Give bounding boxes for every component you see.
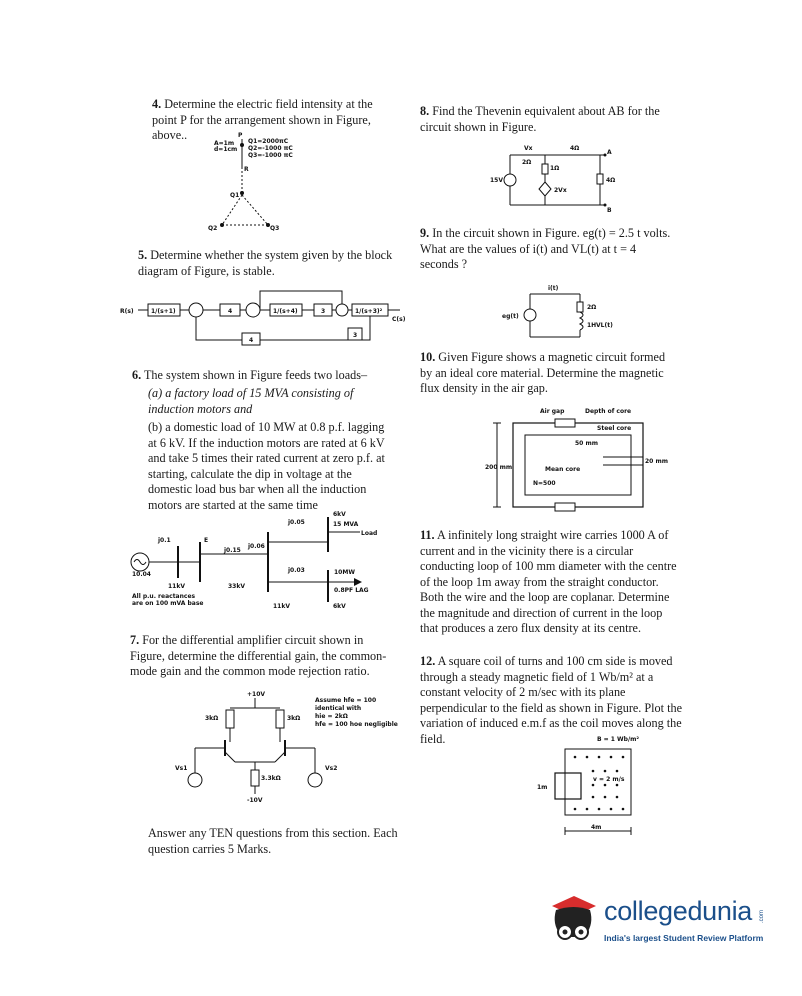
- label-q1-value: Q1=2000πC: [248, 138, 289, 145]
- label-distance-d: d=1cm: [214, 146, 238, 153]
- label-n500: N=500: [533, 480, 556, 487]
- block-2: 4: [228, 308, 233, 315]
- note-3: hie = 2kΩ: [315, 713, 348, 720]
- label-4ohm-series: 4Ω: [570, 145, 580, 152]
- question-9: [420, 226, 675, 273]
- label-q2-value: Q2=-1000 πC: [248, 145, 293, 152]
- label-distance-a: A=1m: [214, 140, 235, 147]
- label-15v: 15V: [490, 177, 503, 184]
- label-mean-core: Mean core: [545, 466, 581, 473]
- question-text: Given Figure shows a magnetic circuit formed by an ideal core material. Determine the magnetic flux density in the air gap.: [420, 350, 666, 395]
- label-33kv: 33kV: [228, 583, 245, 590]
- label-steel-core: Steel core: [597, 425, 632, 432]
- label-20mm: 20 mm: [645, 458, 668, 465]
- label-note-2: are on 100 mVA base: [132, 600, 204, 607]
- label-rc2: 3kΩ: [287, 715, 301, 722]
- logo-mascot-icon: [544, 892, 600, 953]
- label-vs1: Vs1: [175, 765, 188, 772]
- label-input: R(s): [120, 308, 134, 315]
- figure-q12-moving-coil: [535, 735, 655, 840]
- question-number: 9.: [420, 226, 430, 240]
- question-number: 4.: [152, 97, 162, 111]
- label-coil-side: 1m: [537, 784, 548, 791]
- label-1h: 1H: [587, 322, 597, 329]
- label-2ohm: 2Ω: [587, 304, 597, 311]
- label-11kv: 11kV: [168, 583, 185, 590]
- label-vx: Vx: [524, 145, 533, 152]
- question-number: 11.: [420, 528, 435, 542]
- label-p: P: [238, 132, 243, 139]
- question-text: Find the Thevenin equivalent about AB for the circuit shown in Figure.: [420, 104, 660, 134]
- note-4: hfe = 100 hoe negligible: [315, 721, 398, 728]
- label-j006: j0.06: [248, 543, 265, 550]
- label-eg: eg(t): [502, 313, 519, 320]
- label-vl: VL(t): [596, 322, 613, 329]
- label-2ohm: 2Ω: [522, 159, 532, 166]
- question-text: A infinitely long straight wire carries 1000 A of current and in the vicinity there is a circular conducting loop of 100 mm diameter with the centre of the loop 1m away from the straight conductor. Both the wire and the loop are coplanar. Determine the magnitude and direction of current in the loop that produces a zero flux density at its centre.: [420, 528, 677, 635]
- label-b: B: [607, 207, 612, 214]
- label-j005: j0.05: [288, 519, 305, 526]
- label-50mm: 50 mm: [575, 440, 598, 447]
- label-j003: j0.03: [288, 567, 305, 574]
- label-a: A: [607, 149, 612, 156]
- question-5: [138, 248, 393, 279]
- figure-q9-rl-circuit: [500, 282, 620, 347]
- question-8: [420, 104, 668, 135]
- figure-q5-block-diagram: [120, 285, 405, 360]
- section-instruction: Answer any TEN questions from this section. Each question carries 5 Marks.: [148, 826, 398, 856]
- block-6: 4: [249, 337, 254, 344]
- figure-q7-diff-amp: [175, 690, 398, 810]
- label-air-gap: Air gap: [540, 408, 565, 415]
- figure-q4-charges: [200, 132, 320, 245]
- question-10: [420, 350, 675, 397]
- question-7: [130, 633, 398, 680]
- label-q3: Q3: [270, 225, 280, 232]
- note-2: identical with: [315, 705, 362, 712]
- label-vcc: +10V: [247, 691, 266, 698]
- label-pf: 0.8PF LAG: [334, 587, 369, 594]
- label-depth: Depth of core: [585, 408, 632, 415]
- question-text: The system shown in Figure feeds two loads–: [143, 368, 368, 382]
- label-1ohm: 1Ω: [550, 165, 560, 172]
- logo-wordmark: collegedunia: [604, 896, 753, 926]
- collegedunia-logo[interactable]: [540, 892, 780, 952]
- label-output: C(s): [392, 316, 406, 323]
- question-6-part-a: (a) a factory load of 15 MVA consisting of induction motors and: [148, 386, 354, 416]
- logo-tagline: India's largest Student Review Platform: [604, 933, 764, 943]
- label-re: 3.3kΩ: [261, 775, 281, 782]
- question-6-part-b: (b) a domestic load of 10 MW at 0.8 p.f. lagging at 6 kV. If the induction motors are rated at 6 kV and take 5 times their rated current at zero p.f. at starting, calculate the dip in voltage at the domestic load bus bar when all the induction motors are started at the same time: [148, 420, 385, 512]
- label-e: E: [204, 537, 209, 544]
- label-10mw: 10MW: [334, 569, 355, 576]
- question-text: A square coil of turns and 100 cm side is moved through a steady magnetic field of 1 Wb/m² at a constant velocity of 2 m/sec with its plane perpendicular to the field as shown in Figure. Plot the variation of induced e.m.f as the coil moves along the field.: [420, 654, 682, 746]
- label-6kv-bottom: 6kV: [333, 603, 346, 610]
- question-number: 8.: [420, 104, 430, 118]
- logo-domain: .com: [759, 910, 765, 924]
- label-11kv-bus: 11kV: [273, 603, 290, 610]
- label-note-1: All p.u. reactances: [132, 593, 196, 600]
- label-field-width: 4m: [591, 824, 602, 831]
- label-i: i(t): [548, 285, 559, 292]
- note-1: Assume hfe = 100: [315, 697, 377, 704]
- block-5: 1/(s+3)²: [355, 308, 383, 315]
- figure-q10-magnetic-circuit: [485, 405, 668, 517]
- figure-q8-thevenin: [490, 140, 640, 215]
- label-velocity: v = 2 m/s: [593, 776, 625, 783]
- question-6: [132, 368, 402, 384]
- label-vee: -10V: [247, 797, 263, 804]
- label-q2: Q2: [208, 225, 218, 232]
- label-field: B = 1 Wb/m²: [597, 736, 640, 743]
- question-12: [420, 654, 682, 747]
- block-7: 3: [353, 332, 358, 339]
- label-q3-value: Q3=-1000 πC: [248, 152, 293, 159]
- label-6kv-top: 6kV: [333, 511, 346, 518]
- question-number: 10.: [420, 350, 436, 364]
- question-text: In the circuit shown in Figure. eg(t) = 2.5 t volts. What are the values of i(t) and VL(t) at t = 4 seconds ?: [420, 226, 671, 271]
- label-4ohm-shunt: 4Ω: [606, 177, 616, 184]
- block-1: 1/(s+1): [151, 308, 176, 315]
- label-r: R: [244, 166, 249, 173]
- label-load: Load: [361, 530, 378, 537]
- label-vs2: Vs2: [325, 765, 338, 772]
- label-1004: 10.04: [132, 571, 151, 578]
- question-number: 12.: [420, 654, 436, 668]
- label-j01: j0.1: [158, 537, 171, 544]
- question-text: Determine the electric field intensity at the point P for the arrangement shown in Figure, above..: [152, 97, 373, 142]
- block-3: 1/(s+4): [273, 308, 298, 315]
- question-number: 7.: [130, 633, 140, 647]
- block-4: 3: [321, 308, 326, 315]
- question-number: 6.: [132, 368, 142, 382]
- figure-q6-power-system: [128, 512, 393, 612]
- label-rc1: 3kΩ: [205, 715, 219, 722]
- label-2vx: 2Vx: [554, 187, 567, 194]
- question-number: 5.: [138, 248, 148, 262]
- label-q1: Q1: [230, 192, 240, 199]
- question-11: [420, 528, 682, 637]
- question-text: For the differential amplifier circuit shown in Figure, determine the differential gain, the common-mode gain and the common mode rejection ratio.: [130, 633, 387, 678]
- label-15mva: 15 MVA: [333, 521, 359, 528]
- question-text: Determine whether the system given by the block diagram of Figure, is stable.: [138, 248, 393, 278]
- label-j015: j0.15: [224, 547, 241, 554]
- label-200mm: 200 mm: [485, 464, 513, 471]
